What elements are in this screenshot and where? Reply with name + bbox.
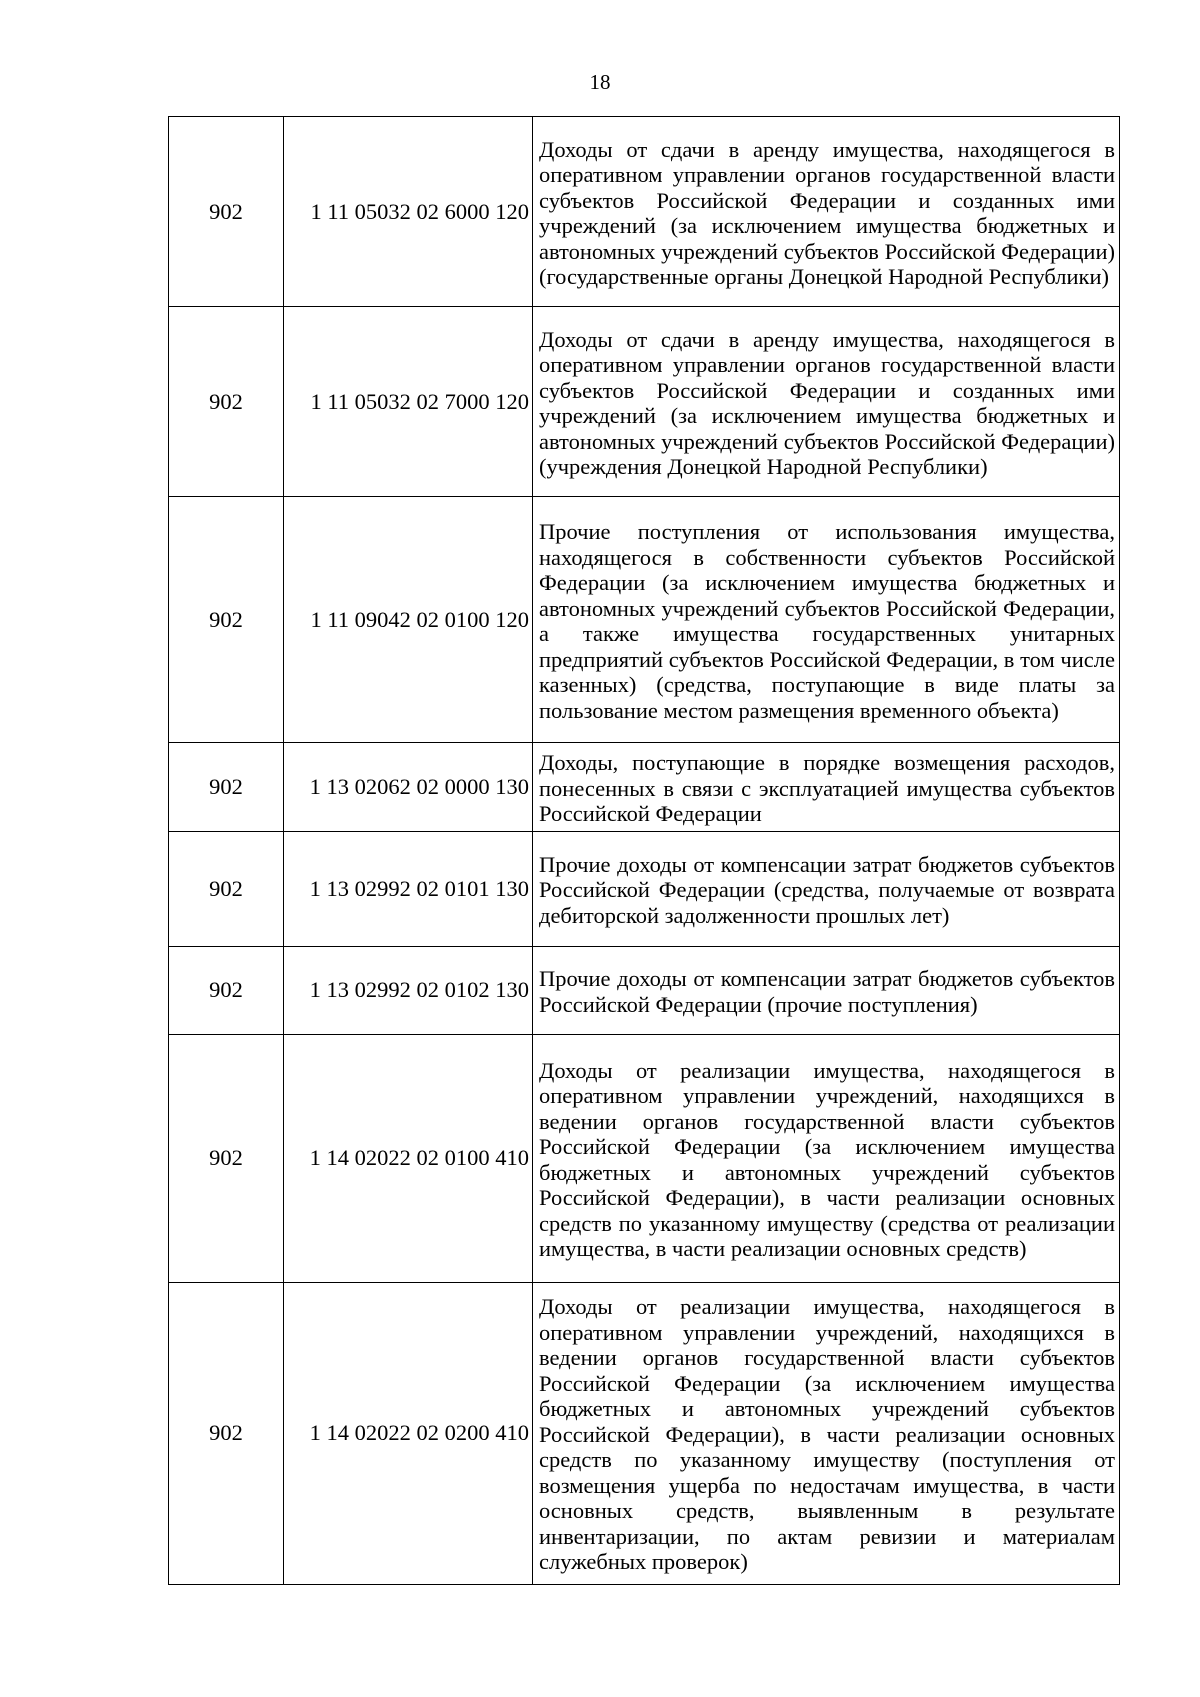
- revenue-codes-table: [168, 116, 1120, 1585]
- table-row: [169, 1282, 1120, 1584]
- budget-classification-code-cell: 1 13 02992 02 0101 130: [284, 831, 533, 946]
- table-row: [169, 117, 1120, 307]
- budget-classification-code-cell: 1 11 09042 02 0100 120: [284, 497, 533, 743]
- revenue-description-cell: Доходы от реализации имущества, находящегося в оперативном управлении учреждений, находящихся в ведении органов государственной власти субъектов Российской Федерации (за исключением имущества бюджетных и автономных учреждений субъектов Российской Федерации), в части реализации основных средств по указанному имуществу (поступления от возмещения ущерба по недостачам имущества, в части основных средств, выявленным в результате инвентаризации, по актам ревизии и материалам служебных проверок): [533, 1282, 1120, 1584]
- revenue-description-cell: Прочие поступления от использования имущества, находящегося в собственности субъектов Российской Федерации (за исключением имущества бюджетных и автономных учреждений субъектов Российской Федерации, а также имущества государственных унитарных предприятий субъектов Российской Федерации, в том числе казенных) (средства, поступающие в виде платы за пользование местом размещения временного объекта): [533, 497, 1120, 743]
- revenue-description-cell: Прочие доходы от компенсации затрат бюджетов субъектов Российской Федерации (средства, получаемые от возврата дебиторской задолженности прошлых лет): [533, 831, 1120, 946]
- table-row: [169, 1034, 1120, 1282]
- revenue-description-cell: Прочие доходы от компенсации затрат бюджетов субъектов Российской Федерации (прочие поступления): [533, 946, 1120, 1034]
- administrator-code-cell: 902: [169, 1034, 284, 1282]
- administrator-code-cell: 902: [169, 117, 284, 307]
- budget-classification-code-cell: 1 14 02022 02 0200 410: [284, 1282, 533, 1584]
- revenue-description-cell: Доходы от сдачи в аренду имущества, находящегося в оперативном управлении органов государственной власти субъектов Российской Федерации и созданных ими учреждений (за исключением имущества бюджетных и автономных учреждений субъектов Российской Федерации) (государственные органы Донецкой Народной Республики): [533, 117, 1120, 307]
- revenue-description-cell: Доходы от реализации имущества, находящегося в оперативном управлении учреждений, находящихся в ведении органов государственной власти субъектов Российской Федерации (за исключением имущества бюджетных и автономных учреждений субъектов Российской Федерации), в части реализации основных средств по указанному имуществу (средства от реализации имущества, в части реализации основных средств): [533, 1034, 1120, 1282]
- administrator-code-cell: 902: [169, 831, 284, 946]
- budget-classification-code-cell: 1 13 02992 02 0102 130: [284, 946, 533, 1034]
- administrator-code-cell: 902: [169, 497, 284, 743]
- budget-classification-code-cell: 1 11 05032 02 7000 120: [284, 307, 533, 497]
- page-number: 18: [589, 70, 611, 94]
- budget-classification-code-cell: 1 13 02062 02 0000 130: [284, 743, 533, 832]
- administrator-code-cell: 902: [169, 307, 284, 497]
- administrator-code-cell: 902: [169, 1282, 284, 1584]
- administrator-code-cell: 902: [169, 743, 284, 832]
- table-row: [169, 307, 1120, 497]
- table-row: [169, 831, 1120, 946]
- budget-classification-code-cell: 1 14 02022 02 0100 410: [284, 1034, 533, 1282]
- revenue-description-cell: Доходы, поступающие в порядке возмещения расходов, понесенных в связи с эксплуатацией имущества субъектов Российской Федерации: [533, 743, 1120, 832]
- table-row: [169, 497, 1120, 743]
- table-row: [169, 946, 1120, 1034]
- budget-classification-code-cell: 1 11 05032 02 6000 120: [284, 117, 533, 307]
- administrator-code-cell: 902: [169, 946, 284, 1034]
- revenue-description-cell: Доходы от сдачи в аренду имущества, находящегося в оперативном управлении органов государственной власти субъектов Российской Федерации и созданных ими учреждений (за исключением имущества бюджетных и автономных учреждений субъектов Российской Федерации) (учреждения Донецкой Народной Республики): [533, 307, 1120, 497]
- table-row: [169, 743, 1120, 832]
